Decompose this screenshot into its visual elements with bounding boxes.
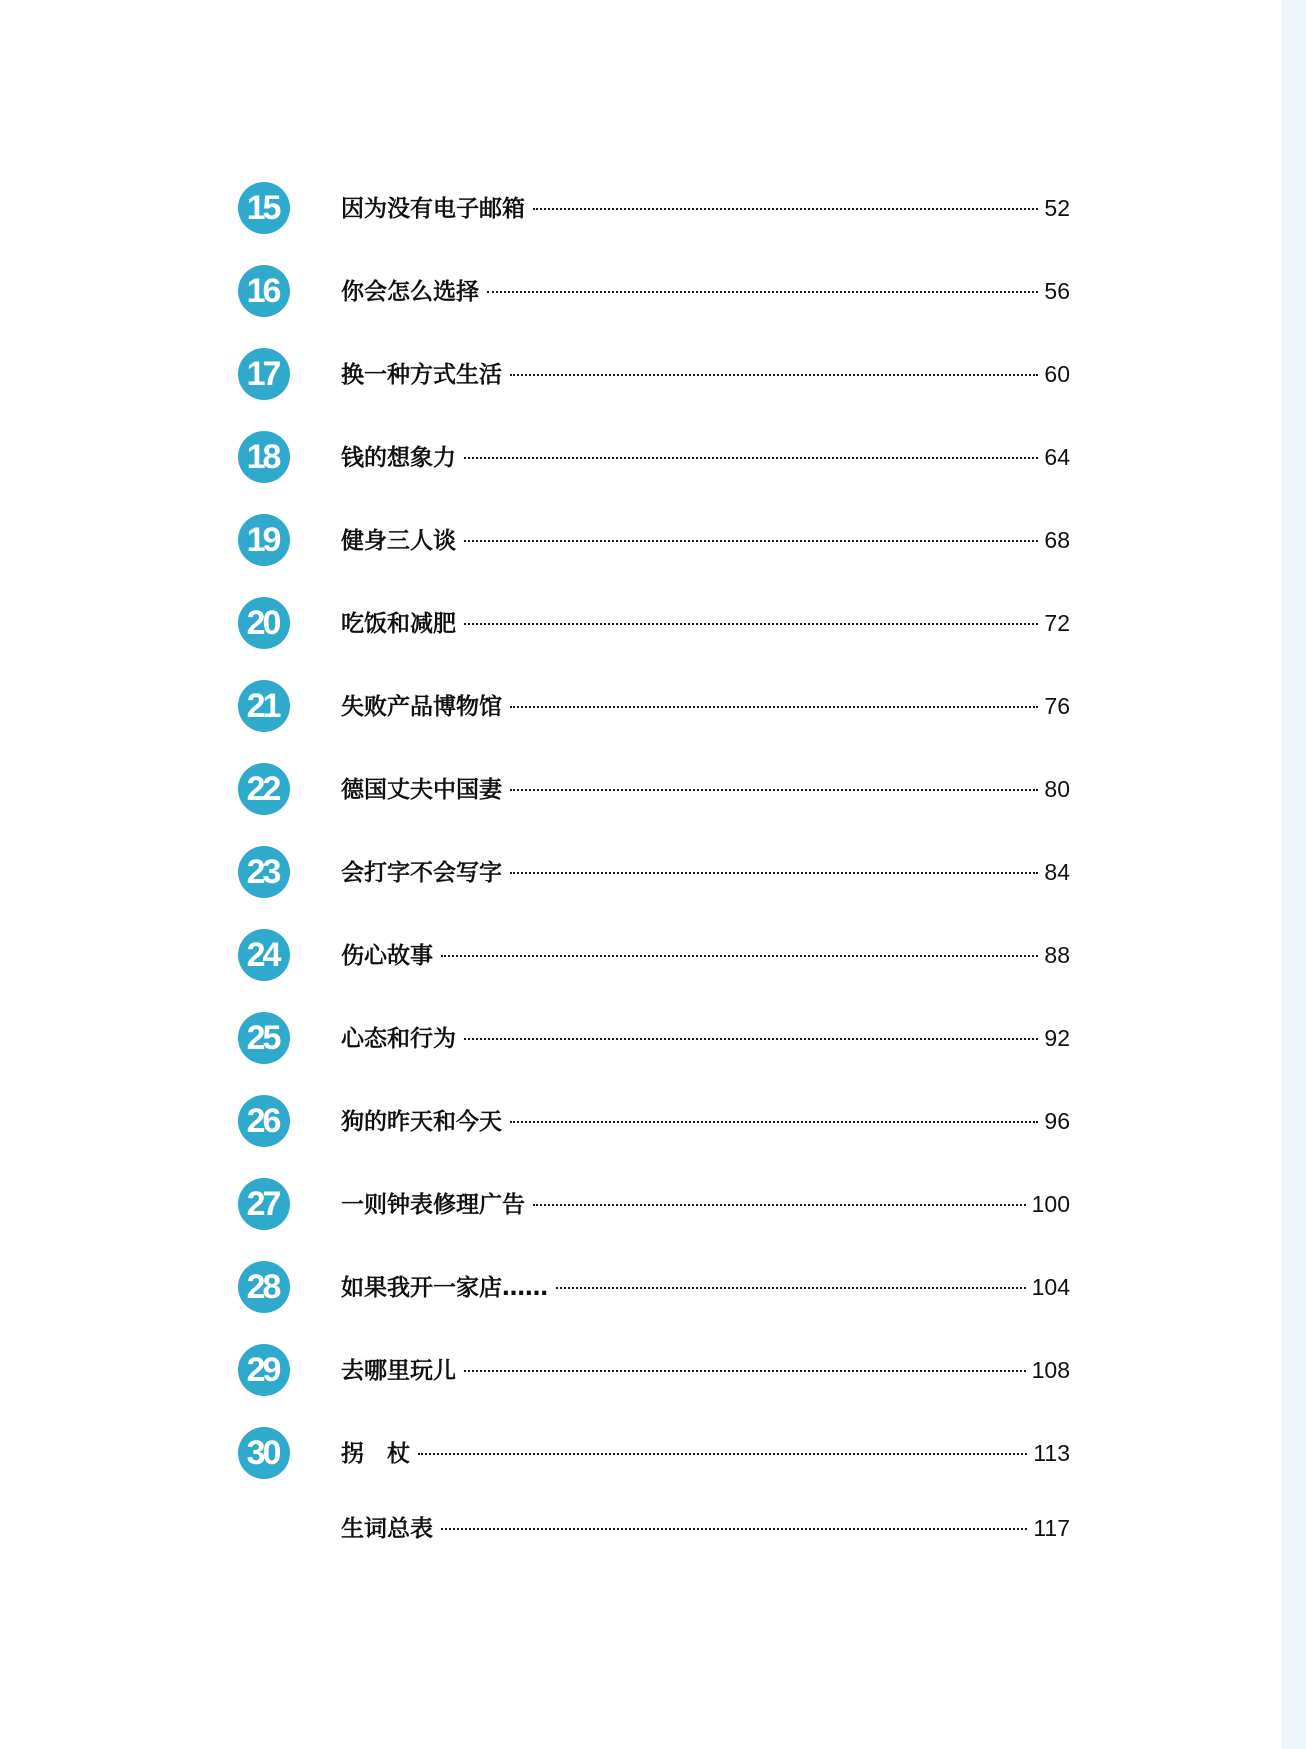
dot-leader <box>510 870 1038 874</box>
lesson-number-badge: 15 <box>238 182 290 234</box>
dot-leader <box>464 455 1038 459</box>
toc-line <box>341 1435 1070 1471</box>
toc-entry[interactable] <box>238 265 1070 325</box>
lesson-title: 如果我开一家店…… <box>341 1275 548 1301</box>
lesson-number-badge: 30 <box>238 1427 290 1479</box>
toc-line <box>341 688 1070 724</box>
dot-leader <box>510 787 1038 791</box>
lesson-number-badge: 16 <box>238 265 290 317</box>
toc-entry[interactable] <box>238 514 1070 574</box>
lesson-number-badge: 28 <box>238 1261 290 1313</box>
toc-entry-appendix[interactable] <box>238 1502 1070 1562</box>
lesson-number-badge: 29 <box>238 1344 290 1396</box>
lesson-number-badge: 25 <box>238 1012 290 1064</box>
dot-leader <box>418 1451 1027 1455</box>
toc-line <box>341 356 1070 392</box>
lesson-number-badge: 22 <box>238 763 290 815</box>
lesson-title: 钱的想象力 <box>341 445 456 471</box>
toc-line <box>341 1186 1070 1222</box>
toc-entry[interactable] <box>238 680 1070 740</box>
lesson-number-badge: 17 <box>238 348 290 400</box>
toc-line <box>341 522 1070 558</box>
dot-leader <box>510 372 1038 376</box>
toc-entry[interactable] <box>238 1427 1070 1487</box>
toc-line <box>341 771 1070 807</box>
lesson-number-badge: 23 <box>238 846 290 898</box>
toc-line <box>341 605 1070 641</box>
page-number: 117 <box>1033 1515 1070 1541</box>
toc-line <box>341 1020 1070 1056</box>
dot-leader <box>533 1202 1026 1206</box>
toc-entry[interactable] <box>238 1095 1070 1155</box>
lesson-title: 德国丈夫中国妻 <box>341 777 502 803</box>
toc-entry[interactable] <box>238 1012 1070 1072</box>
toc-entry[interactable] <box>238 348 1070 408</box>
lesson-title: 换一种方式生活 <box>341 362 502 388</box>
toc-line <box>341 1352 1070 1388</box>
toc-entry[interactable] <box>238 929 1070 989</box>
lesson-number-badge: 19 <box>238 514 290 566</box>
dot-leader <box>464 1368 1026 1372</box>
toc-entry[interactable] <box>238 1344 1070 1404</box>
page-number: 80 <box>1044 776 1070 802</box>
page-number: 52 <box>1044 195 1070 221</box>
page-number: 60 <box>1044 361 1070 387</box>
toc-entry[interactable] <box>238 1261 1070 1321</box>
lesson-title: 拐 杖 <box>341 1441 410 1467</box>
toc-entry[interactable] <box>238 431 1070 491</box>
lesson-number-badge: 26 <box>238 1095 290 1147</box>
lesson-title: 狗的昨天和今天 <box>341 1109 502 1135</box>
dot-leader <box>464 538 1038 542</box>
page-number: 84 <box>1044 859 1070 885</box>
lesson-title: 健身三人谈 <box>341 528 456 554</box>
dot-leader <box>464 621 1038 625</box>
appendix-title: 生词总表 <box>341 1516 433 1542</box>
lesson-number-badge: 24 <box>238 929 290 981</box>
lesson-number-badge: 21 <box>238 680 290 732</box>
lesson-title: 吃饭和减肥 <box>341 611 456 637</box>
page-number: 100 <box>1031 1191 1070 1217</box>
page-number: 56 <box>1044 278 1070 304</box>
toc-line <box>341 439 1070 475</box>
page-number: 92 <box>1044 1025 1070 1051</box>
dot-leader <box>487 289 1038 293</box>
dot-leader <box>464 1036 1038 1040</box>
toc-entry[interactable] <box>238 1178 1070 1238</box>
page-number: 64 <box>1044 444 1070 470</box>
dot-leader <box>556 1285 1026 1289</box>
lesson-number-badge: 20 <box>238 597 290 649</box>
lesson-title: 会打字不会写字 <box>341 860 502 886</box>
dot-leader <box>441 1526 1027 1530</box>
page-number: 68 <box>1044 527 1070 553</box>
page-number: 96 <box>1044 1108 1070 1134</box>
lesson-title: 去哪里玩儿 <box>341 1358 456 1384</box>
toc-entry[interactable] <box>238 846 1070 906</box>
toc-entry[interactable] <box>238 182 1070 242</box>
dot-leader <box>441 953 1038 957</box>
toc-line <box>341 1269 1070 1305</box>
toc-entry[interactable] <box>238 763 1070 823</box>
page-number: 88 <box>1044 942 1070 968</box>
lesson-title: 因为没有电子邮箱 <box>341 196 525 222</box>
dot-leader <box>510 704 1038 708</box>
toc-line <box>341 937 1070 973</box>
page-number: 76 <box>1044 693 1070 719</box>
lesson-title: 心态和行为 <box>341 1026 456 1052</box>
toc-entry[interactable] <box>238 597 1070 657</box>
toc-line <box>341 1103 1070 1139</box>
lesson-title: 你会怎么选择 <box>341 279 479 305</box>
page-number: 72 <box>1044 610 1070 636</box>
dot-leader <box>510 1119 1038 1123</box>
page-number: 104 <box>1031 1274 1070 1300</box>
page-number: 108 <box>1031 1357 1070 1383</box>
toc-line <box>341 854 1070 890</box>
lesson-number-badge: 27 <box>238 1178 290 1230</box>
page-number: 113 <box>1033 1440 1070 1466</box>
lesson-title: 失败产品博物馆 <box>341 694 502 720</box>
lesson-title: 一则钟表修理广告 <box>341 1192 525 1218</box>
toc-line <box>341 190 1070 226</box>
dot-leader <box>533 206 1038 210</box>
toc-line <box>341 273 1070 309</box>
lesson-number-badge: 18 <box>238 431 290 483</box>
lesson-title: 伤心故事 <box>341 943 433 969</box>
toc-line <box>341 1510 1070 1546</box>
